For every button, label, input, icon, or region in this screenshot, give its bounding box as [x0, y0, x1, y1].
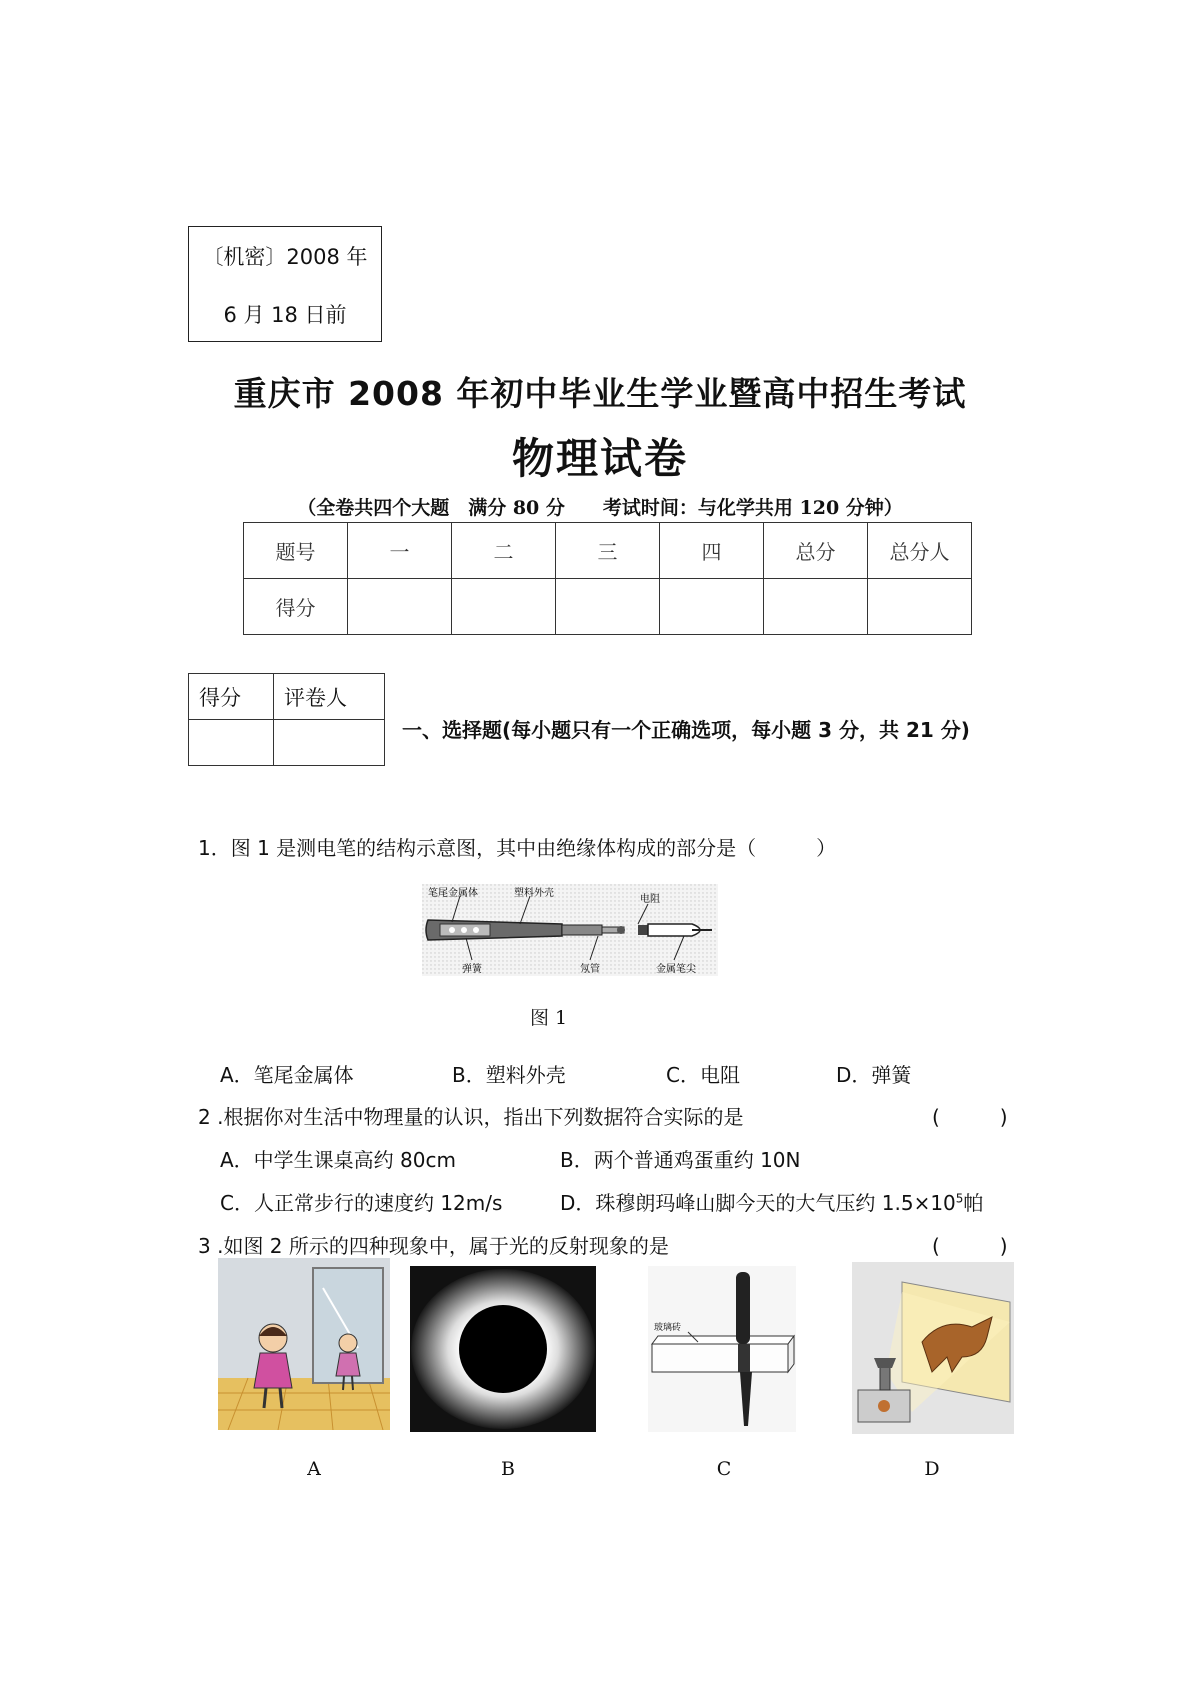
exam-info: （全卷共四个大题 满分 80 分 考试时间：与化学共用 120 分钟）	[297, 497, 903, 519]
glass-block-pen-illustration	[648, 1266, 796, 1432]
score-header-cell: 总分人	[868, 523, 972, 579]
pen-label-spring: 弹簧	[462, 964, 482, 975]
grader-name-label: 评卷人	[274, 674, 385, 720]
solar-eclipse-illustration	[410, 1266, 596, 1432]
test-pen-drawing	[422, 884, 718, 976]
confidential-box	[188, 226, 382, 342]
score-cell[interactable]	[452, 579, 556, 635]
q1-option-a[interactable]: A．笔尾金属体	[220, 1063, 354, 1087]
glass-block-label: 玻璃砖	[654, 1323, 682, 1333]
q2-option-d[interactable]	[560, 1187, 983, 1216]
q2-option-d-unit: 帕	[963, 1191, 984, 1215]
score-cell[interactable]	[556, 579, 660, 635]
image-d-label: D	[924, 1458, 940, 1480]
projector-illustration	[852, 1262, 1014, 1434]
score-header-cell: 题号	[244, 523, 348, 579]
section1-title: 一、选择题(每小题只有一个正确选项，每小题 3 分，共 21 分)	[402, 718, 970, 742]
image-b-eclipse	[410, 1266, 596, 1432]
mirror-reflection-illustration	[218, 1258, 390, 1430]
q2-option-b[interactable]: B．两个普通鸡蛋重约 10N	[560, 1148, 801, 1172]
exam-title: 重庆市 2008 年初中毕业生学业暨高中招生考试	[233, 374, 967, 413]
test-pen-figure	[422, 884, 718, 976]
grader-score-cell[interactable]	[189, 720, 274, 766]
q2-option-c[interactable]: C．人正常步行的速度约 12m/s	[220, 1191, 503, 1215]
score-header-cell: 一	[348, 523, 452, 579]
image-a-mirror	[218, 1258, 390, 1430]
q2-option-d-text: D．珠穆朗玛峰山脚今天的大气压约 1.5×10	[560, 1191, 956, 1215]
score-cell[interactable]	[868, 579, 972, 635]
image-c-refraction	[648, 1266, 796, 1432]
score-cell[interactable]	[660, 579, 764, 635]
score-header-cell: 三	[556, 523, 660, 579]
pen-label-tail: 笔尾金属体	[428, 888, 478, 899]
pen-label-neon: 氖管	[580, 964, 600, 975]
subject-title: 物理试卷	[511, 434, 688, 483]
score-cell[interactable]	[764, 579, 868, 635]
question-1-text: 1．图 1 是测电笔的结构示意图，其中由绝缘体构成的部分是（ ）	[198, 836, 837, 860]
image-b-label: B	[501, 1458, 515, 1480]
image-d-projector	[852, 1262, 1014, 1434]
score-table-score-row	[244, 579, 972, 635]
pen-label-resistor: 电阻	[640, 894, 660, 905]
q1-option-b[interactable]: B．塑料外壳	[452, 1063, 566, 1087]
question-3-text: 3 .如图 2 所示的四种现象中，属于光的反射现象的是	[198, 1234, 669, 1258]
figure-1-caption: 图 1	[530, 1007, 568, 1029]
question-2-text: 2 .根据你对生活中物理量的认识，指出下列数据符合实际的是	[198, 1105, 744, 1129]
grader-name-cell[interactable]	[274, 720, 385, 766]
grader-score-label: 得分	[189, 674, 274, 720]
q2-answer-paren[interactable]: ( )	[932, 1105, 1008, 1129]
score-table	[243, 522, 972, 635]
score-header-cell: 二	[452, 523, 556, 579]
score-row-label: 得分	[244, 579, 348, 635]
score-cell[interactable]	[348, 579, 452, 635]
pen-label-shell: 塑料外壳	[514, 888, 554, 899]
score-table-header-row	[244, 523, 972, 579]
grader-table	[188, 673, 385, 766]
q1-option-c[interactable]: C．电阻	[666, 1063, 740, 1087]
confidential-line1: 〔机密〕2008 年	[202, 245, 368, 269]
score-header-cell: 四	[660, 523, 764, 579]
q2-option-d-exponent: 5	[955, 1191, 964, 1206]
pen-label-tip: 金属笔尖	[656, 964, 696, 975]
image-c-label: C	[716, 1458, 732, 1480]
q1-option-d[interactable]: D．弹簧	[836, 1063, 912, 1087]
confidential-line2: 6 月 18 日前	[223, 303, 347, 327]
score-header-cell: 总分	[764, 523, 868, 579]
image-a-label: A	[307, 1458, 321, 1480]
q2-option-a[interactable]: A．中学生课桌高约 80cm	[220, 1148, 456, 1172]
q3-answer-paren[interactable]: ( )	[932, 1234, 1008, 1258]
